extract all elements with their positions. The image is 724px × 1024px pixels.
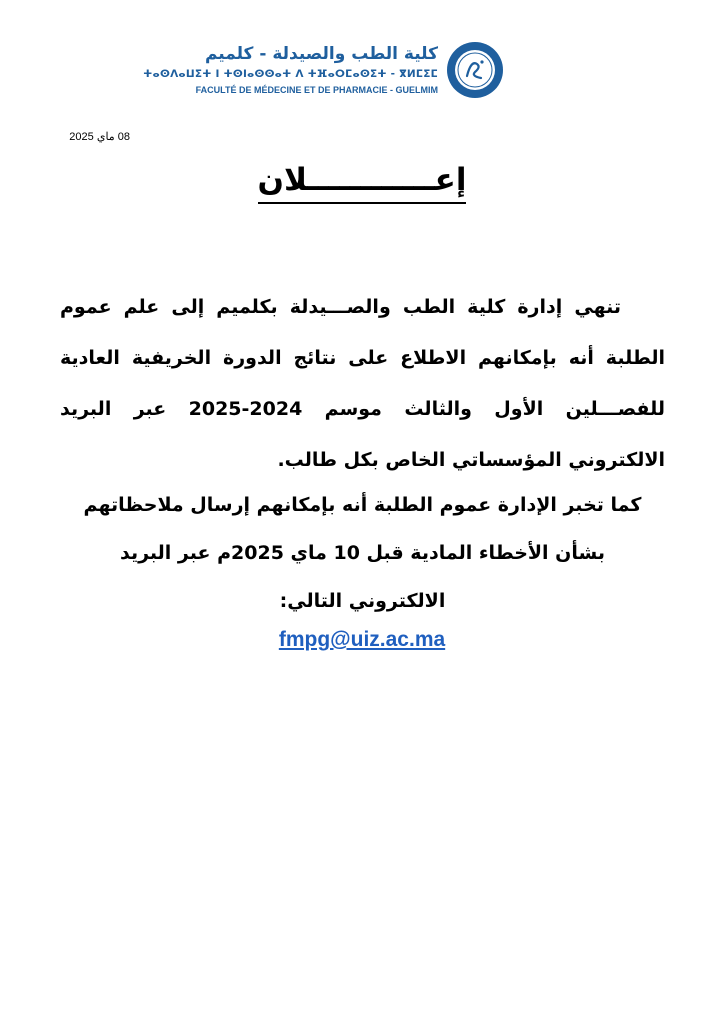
announcement-date: 08 ماي 2025 [69,131,130,143]
announcement-paragraph-2: كما تخبر الإدارة عموم الطلبة أنه بإمكانهم إرسال ملاحظاتهم بشأن الأخطاء المادية قبل 10 ماي 2025م عبر البريد الالكتروني التالي: [83,494,642,612]
faculty-name-tifinagh: ⵜⴰⵙⴷⴰⵡⵉⵜ ⵏ ⵜⵙⵏⴰⵙⵙⴰⵜ ⴷ ⵜⴼⴰⵔⵎⴰⵙⵉⵜ - ⴳⵍⵎⵉⵎ [143,68,438,80]
announcement-title-wrap [0,160,724,204]
announcement-title: إعــــــــــــلان [258,160,467,204]
faculty-name-french: FACULTÉ DE MÉDECINE ET DE PHARMACIE - GUELMIM [195,85,438,95]
university-seal-icon [445,40,505,100]
faculty-name-arabic: كلية الطب والصيدلة - كلميم [204,44,438,64]
faculty-header [143,40,510,102]
email-line [0,628,724,652]
announcement-paragraph-1: تنهي إدارة كلية الطب والصـــيدلة بكلميم إلى علم عموم الطلبة أنه بإمكانهم الاطلاع على نتائج الدورة الخريفية العادية للفصـــلين الأول والثالث موسم 2024-2025 عبر البريد الالكتروني المؤسساتي الخاص بكل طالب. [60,296,665,471]
email-link[interactable]: fmpg@uiz.ac.ma [278,628,446,651]
